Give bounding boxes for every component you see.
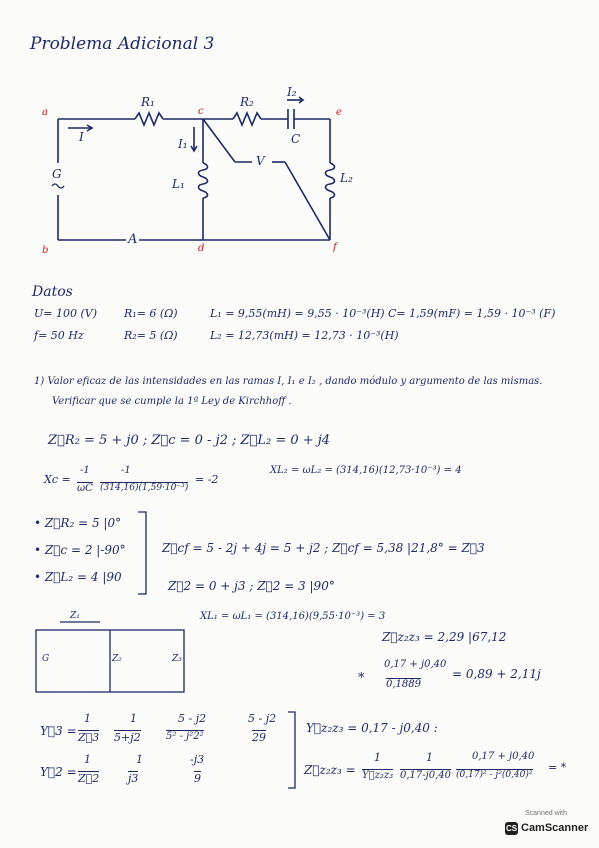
xl2-line: XL₂ = ωL₂ = (314,16)(12,73·10⁻³) = 4 xyxy=(270,465,462,476)
camscanner-name: CamScanner xyxy=(521,822,589,834)
xc-f1-den: ωC xyxy=(77,483,93,494)
y3-f2-den: 5+j2 xyxy=(114,731,141,744)
y2-f2-num: 1 xyxy=(136,753,143,766)
zcf-line: Z⃗cf = 5 - 2j + 4j = 5 + j2 ; Z⃗cf = 5,38 |21,8° = Z⃗3 xyxy=(162,541,485,555)
camscanner-logo-icon: CS xyxy=(505,824,518,833)
datos-l1: L₁ = 9,55(mH) = 9,55 · 10⁻³(H) xyxy=(210,307,385,320)
label-r1: R₁ xyxy=(141,95,155,109)
question-line2: Verificar que se cumple la 1ª Ley de Kirchhoff . xyxy=(52,396,292,407)
star-result: = 0,89 + 2,11j xyxy=(452,667,541,681)
label-c: C xyxy=(291,132,301,146)
node-a: a xyxy=(42,107,48,118)
label-l2: L₂ xyxy=(340,171,353,185)
y2-f3-den: 9 xyxy=(194,772,201,785)
star-mark: * xyxy=(358,671,365,686)
xc-f2-num: -1 xyxy=(121,465,131,476)
z23-polar: Z⃗z₂z₃ = 2,29 |67,12 xyxy=(382,630,507,644)
datos-c: C= 1,59(mF) = 1,59 · 10⁻³ (F) xyxy=(388,307,556,320)
datos-l2: L₂ = 12,73(mH) = 12,73 · 10⁻³(H) xyxy=(210,329,399,342)
y2-f1-den: Z⃗2 xyxy=(78,772,100,785)
mini-g: G xyxy=(42,654,50,664)
xc-lhs: Xc = xyxy=(44,473,71,486)
y3-f4-den: 29 xyxy=(252,731,266,744)
label-r2: R₂ xyxy=(240,95,254,109)
impedance-line: Z⃗R₂ = 5 + j0 ; Z⃗c = 0 - j2 ; Z⃗L₂ = 0 + j4 xyxy=(48,433,331,448)
polar-l2: • Z⃗L₂ = 4 |90 xyxy=(34,570,122,584)
datos-r2: R₂= 5 (Ω) xyxy=(124,329,178,342)
y2-f1-num: 1 xyxy=(84,753,91,766)
y3-f2-num: 1 xyxy=(130,712,137,725)
label-g: G xyxy=(52,167,62,181)
label-i1: I₁ xyxy=(178,137,188,151)
label-i: I xyxy=(79,130,84,144)
datos-heading: Datos xyxy=(32,284,73,300)
z2-line: Z⃗2 = 0 + j3 ; Z⃗2 = 3 |90° xyxy=(168,579,335,593)
z23b-f3-num: 0,17 + j0,40 xyxy=(472,751,535,762)
y2-f2-den: j3 xyxy=(128,772,139,785)
polar-r2: • Z⃗R₂ = 5 |0° xyxy=(34,516,122,530)
xc-result: = -2 xyxy=(195,473,219,486)
z23b-f1-den: Y⃗z₂z₃ xyxy=(362,770,394,781)
datos-r1: R₁= 6 (Ω) xyxy=(124,307,178,320)
z23b-f3-den: (0,17)² - j²(0,40)² xyxy=(456,770,533,780)
z23b-lhs: Z⃗z₂z₃ = xyxy=(304,763,356,777)
mini-z3: Z₃ xyxy=(172,654,182,664)
y2-f3-num: -j3 xyxy=(190,753,205,766)
label-i2: I₂ xyxy=(287,85,297,99)
y3-lhs: Y⃗3 = xyxy=(40,724,77,738)
mini-z1: Z₁ xyxy=(70,611,80,621)
page-title: Problema Adicional 3 xyxy=(30,34,215,54)
y3-f1-num: 1 xyxy=(84,712,91,725)
label-l1: L₁ xyxy=(172,177,185,191)
xc-f2-den: (314,16)(1,59·10⁻³) xyxy=(100,483,189,493)
y3-f3-num: 5 - j2 xyxy=(178,712,207,725)
mini-z2: Z₂ xyxy=(112,654,122,664)
y3-f4-num: 5 - j2 xyxy=(248,712,277,725)
z23b-f2-num: 1 xyxy=(426,751,433,764)
datos-u: U= 100 (V) xyxy=(34,307,98,320)
node-e: e xyxy=(336,107,342,118)
xl1-line: XL₁ = ωL₁ = (314,16)(9,55·10⁻³) = 3 xyxy=(200,611,386,622)
polar-c: • Z⃗c = 2 |-90° xyxy=(34,543,126,557)
z23b-f2-den: 0,17-j0,40 xyxy=(400,770,452,781)
y23-line: Y⃗z₂z₃ = 0,17 - j0,40 : xyxy=(306,721,438,735)
node-c: c xyxy=(198,106,204,117)
question-line1: 1) Valor eficaz de las intensidades en las ramas I, I₁ e I₂ , dando módulo y argumento de las mismas. xyxy=(34,376,543,387)
datos-f: f= 50 Hz xyxy=(34,329,84,342)
node-d: d xyxy=(198,243,205,254)
xc-f1-num: -1 xyxy=(80,465,90,476)
y2-lhs: Y⃗2 = xyxy=(40,765,77,779)
camscanner-badge xyxy=(503,810,589,838)
node-f: f xyxy=(333,242,337,253)
scanned-with-label: Scanned with xyxy=(524,810,568,817)
star-num: 0,17 + j0,40 xyxy=(384,659,447,670)
z23b-end: = * xyxy=(548,761,567,774)
y3-f3-den: 5² - j²2² xyxy=(166,731,204,742)
y3-f1-den: Z⃗3 xyxy=(78,731,100,744)
label-v: V xyxy=(256,154,265,168)
star-den: 0,1889 xyxy=(386,679,421,690)
label-a-meter: A xyxy=(128,232,138,247)
z23b-f1-num: 1 xyxy=(374,751,381,764)
node-b: b xyxy=(42,245,49,256)
